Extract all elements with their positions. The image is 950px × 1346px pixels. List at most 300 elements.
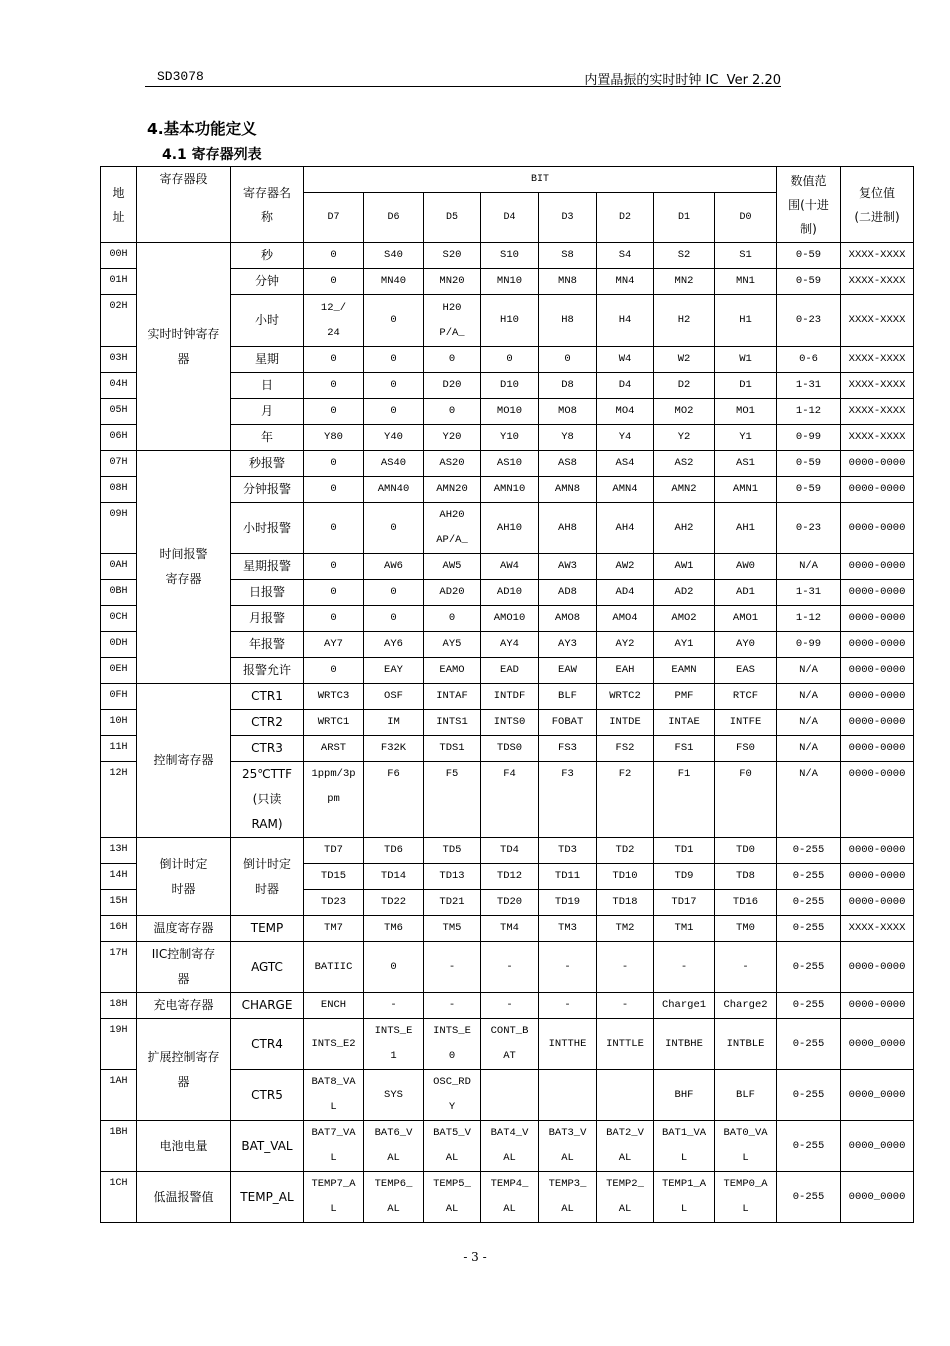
range-cell: 0-255 — [777, 942, 841, 993]
bit-cell: MO10 — [481, 399, 539, 425]
table-row — [101, 993, 914, 1019]
bit-cell: MN8 — [539, 269, 597, 295]
bit-cell: IM — [364, 710, 424, 736]
bit-cell: INTDF — [481, 684, 539, 710]
reset-value-cell: XXXX-XXXX — [841, 373, 914, 399]
reset-value-cell: XXXX-XXXX — [841, 347, 914, 373]
range-cell: 0-255 — [777, 1121, 841, 1172]
bit-cell: AS10 — [481, 451, 539, 477]
bit-cell: BAT3_V AL — [539, 1121, 597, 1172]
range-cell: N/A — [777, 736, 841, 762]
bit-cell: W4 — [597, 347, 654, 373]
bit-cell: Y20 — [424, 425, 481, 451]
bit-cell: INTBLE — [715, 1019, 777, 1070]
bit-cell: S10 — [481, 243, 539, 269]
col-header-group: 寄存器段 — [137, 167, 231, 243]
bit-cell: AY7 — [304, 632, 364, 658]
group-cell: 低温报警值 — [137, 1172, 231, 1223]
bit-cell: 0 — [304, 373, 364, 399]
bit-cell: - — [597, 993, 654, 1019]
header-doc-title: 内置晶振的实时时钟 IC Ver 2.20 — [584, 73, 781, 88]
reset-value-cell: XXXX-XXXX — [841, 243, 914, 269]
range-cell: 1-31 — [777, 373, 841, 399]
bit-cell: WRTC3 — [304, 684, 364, 710]
bit-cell: EAMN — [654, 658, 715, 684]
col-header-d2: D2 — [597, 193, 654, 243]
range-cell: 0-255 — [777, 916, 841, 942]
bit-cell: TD10 — [597, 864, 654, 890]
bit-cell: TM3 — [539, 916, 597, 942]
bit-cell: D20 — [424, 373, 481, 399]
bit-cell: INTDE — [597, 710, 654, 736]
range-cell: 0-255 — [777, 1019, 841, 1070]
register-name-cell: 倒计时定 时器 — [231, 838, 304, 916]
address-cell: 07H — [101, 451, 137, 477]
address-cell: 19H — [101, 1019, 137, 1070]
bit-cell: FOBAT — [539, 710, 597, 736]
bit-cell: MN10 — [481, 269, 539, 295]
bit-cell: - — [715, 942, 777, 993]
bit-cell: TEMP4_ AL — [481, 1172, 539, 1223]
bit-cell: INTBHE — [654, 1019, 715, 1070]
bit-cell: TD6 — [364, 838, 424, 864]
bit-cell: AMN20 — [424, 477, 481, 503]
register-name-cell: CTR4 — [231, 1019, 304, 1070]
bit-cell: INTS_E 1 — [364, 1019, 424, 1070]
bit-cell: AMO2 — [654, 606, 715, 632]
bit-cell: H4 — [597, 295, 654, 347]
bit-cell: BAT2_V AL — [597, 1121, 654, 1172]
bit-cell: WRTC1 — [304, 710, 364, 736]
bit-cell: EAMO — [424, 658, 481, 684]
bit-cell: AW5 — [424, 554, 481, 580]
bit-cell: MN2 — [654, 269, 715, 295]
reset-value-cell: 0000-0000 — [841, 554, 914, 580]
bit-cell: BATIIC — [304, 942, 364, 993]
reset-value-cell: 0000_0000 — [841, 1172, 914, 1223]
register-name-cell: CTR5 — [231, 1070, 304, 1121]
bit-cell: ENCH — [304, 993, 364, 1019]
range-cell: N/A — [777, 554, 841, 580]
bit-cell: 0 — [304, 399, 364, 425]
group-cell: 温度寄存器 — [137, 916, 231, 942]
bit-cell: AMO1 — [715, 606, 777, 632]
bit-cell: AMN1 — [715, 477, 777, 503]
bit-cell: MN40 — [364, 269, 424, 295]
reset-value-cell: 0000-0000 — [841, 606, 914, 632]
bit-cell: S40 — [364, 243, 424, 269]
bit-cell: AMN10 — [481, 477, 539, 503]
bit-cell: AMN4 — [597, 477, 654, 503]
bit-cell: TD5 — [424, 838, 481, 864]
bit-cell: FS0 — [715, 736, 777, 762]
bit-cell: AW3 — [539, 554, 597, 580]
bit-cell: AS4 — [597, 451, 654, 477]
register-name-cell: 月报警 — [231, 606, 304, 632]
bit-cell: 0 — [364, 373, 424, 399]
register-name-cell: 星期报警 — [231, 554, 304, 580]
address-cell: 06H — [101, 425, 137, 451]
table-row — [101, 684, 914, 710]
group-cell: 扩展控制寄存 器 — [137, 1019, 231, 1121]
group-cell: 充电寄存器 — [137, 993, 231, 1019]
address-cell: 00H — [101, 243, 137, 269]
bit-cell: 0 — [304, 606, 364, 632]
table-row — [101, 243, 914, 269]
bit-cell: - — [424, 993, 481, 1019]
bit-cell: H20 P/A_ — [424, 295, 481, 347]
bit-cell: ARST — [304, 736, 364, 762]
col-header-address: 地 址 — [101, 167, 137, 243]
bit-cell: TD3 — [539, 838, 597, 864]
bit-cell: INTS_E 0 — [424, 1019, 481, 1070]
address-cell: 15H — [101, 890, 137, 916]
reset-value-cell: XXXX-XXXX — [841, 399, 914, 425]
bit-cell: Charge2 — [715, 993, 777, 1019]
group-cell: 实时时钟寄存 器 — [137, 243, 231, 451]
range-cell: 0-99 — [777, 632, 841, 658]
bit-cell: AW6 — [364, 554, 424, 580]
range-cell: N/A — [777, 658, 841, 684]
bit-cell: TD2 — [597, 838, 654, 864]
bit-cell: TD12 — [481, 864, 539, 890]
bit-cell: 0 — [424, 606, 481, 632]
bit-cell: AMO8 — [539, 606, 597, 632]
col-header-name: 寄存器名 称 — [231, 167, 304, 243]
header-doc-code: SD3078 — [157, 69, 204, 84]
bit-cell: BAT7_VA L — [304, 1121, 364, 1172]
range-cell: 0-6 — [777, 347, 841, 373]
register-name-cell: 报警允许 — [231, 658, 304, 684]
bit-cell — [597, 1070, 654, 1121]
group-cell: IIC控制寄存 器 — [137, 942, 231, 993]
bit-cell: 0 — [364, 942, 424, 993]
bit-cell: 0 — [481, 347, 539, 373]
bit-cell: AD4 — [597, 580, 654, 606]
bit-cell: TD20 — [481, 890, 539, 916]
bit-cell: 0 — [364, 295, 424, 347]
bit-cell: TD18 — [597, 890, 654, 916]
table-row — [101, 942, 914, 993]
bit-cell: 0 — [424, 399, 481, 425]
bit-cell: TEMP2_ AL — [597, 1172, 654, 1223]
bit-cell: RTCF — [715, 684, 777, 710]
reset-value-cell: XXXX-XXXX — [841, 425, 914, 451]
bit-cell: BAT6_V AL — [364, 1121, 424, 1172]
bit-cell: AW4 — [481, 554, 539, 580]
bit-cell: MO1 — [715, 399, 777, 425]
bit-cell: EAY — [364, 658, 424, 684]
address-cell: 0EH — [101, 658, 137, 684]
range-cell: 0-255 — [777, 864, 841, 890]
bit-cell: TD7 — [304, 838, 364, 864]
bit-cell: TM5 — [424, 916, 481, 942]
reset-value-cell: 0000-0000 — [841, 684, 914, 710]
register-name-cell: 年报警 — [231, 632, 304, 658]
bit-cell: AMN40 — [364, 477, 424, 503]
bit-cell: MO4 — [597, 399, 654, 425]
address-cell: 03H — [101, 347, 137, 373]
bit-cell: - — [481, 942, 539, 993]
bit-cell: AY3 — [539, 632, 597, 658]
range-cell: 0-23 — [777, 503, 841, 554]
group-cell: 控制寄存器 — [137, 684, 231, 838]
register-name-cell: 小时报警 — [231, 503, 304, 554]
bit-cell: TD19 — [539, 890, 597, 916]
bit-cell: Charge1 — [654, 993, 715, 1019]
bit-cell: TD21 — [424, 890, 481, 916]
range-cell: 0-59 — [777, 269, 841, 295]
bit-cell: AD10 — [481, 580, 539, 606]
bit-cell: TD17 — [654, 890, 715, 916]
col-header-d5: D5 — [424, 193, 481, 243]
register-name-cell: 秒 — [231, 243, 304, 269]
table-row — [101, 838, 914, 864]
reset-value-cell: 0000-0000 — [841, 942, 914, 993]
col-header-d4: D4 — [481, 193, 539, 243]
bit-cell: - — [539, 942, 597, 993]
bit-cell: OSC_RD Y — [424, 1070, 481, 1121]
bit-cell: FS2 — [597, 736, 654, 762]
address-cell: 0BH — [101, 580, 137, 606]
bit-cell: AY2 — [597, 632, 654, 658]
bit-cell: 0 — [304, 658, 364, 684]
bit-cell: TD4 — [481, 838, 539, 864]
bit-cell: AS40 — [364, 451, 424, 477]
reset-value-cell: 0000-0000 — [841, 710, 914, 736]
bit-cell: 0 — [304, 269, 364, 295]
bit-cell: - — [654, 942, 715, 993]
bit-cell: 0 — [304, 347, 364, 373]
register-name-cell: 分钟报警 — [231, 477, 304, 503]
bit-cell: TEMP5_ AL — [424, 1172, 481, 1223]
bit-cell: - — [424, 942, 481, 993]
bit-cell: Y2 — [654, 425, 715, 451]
bit-cell: BAT0_VA L — [715, 1121, 777, 1172]
bit-cell: TD8 — [715, 864, 777, 890]
bit-cell: TEMP1_A L — [654, 1172, 715, 1223]
range-cell: 0-99 — [777, 425, 841, 451]
col-header-d6: D6 — [364, 193, 424, 243]
range-cell: 0-255 — [777, 993, 841, 1019]
bit-cell: - — [481, 993, 539, 1019]
bit-cell: 0 — [304, 580, 364, 606]
bit-cell: PMF — [654, 684, 715, 710]
bit-cell: Y80 — [304, 425, 364, 451]
reset-value-cell: 0000-0000 — [841, 580, 914, 606]
bit-cell: TEMP7_A L — [304, 1172, 364, 1223]
reset-value-cell: 0000-0000 — [841, 890, 914, 916]
address-cell: 12H — [101, 762, 137, 838]
register-name-cell: TEMP_AL — [231, 1172, 304, 1223]
bit-cell: AMO4 — [597, 606, 654, 632]
bit-cell: INTAE — [654, 710, 715, 736]
bit-cell: TEMP0_A L — [715, 1172, 777, 1223]
reset-value-cell: XXXX-XXXX — [841, 295, 914, 347]
range-cell: 0-59 — [777, 451, 841, 477]
table-row — [101, 1121, 914, 1172]
address-cell: 01H — [101, 269, 137, 295]
bit-cell: 0 — [364, 503, 424, 554]
bit-cell: S2 — [654, 243, 715, 269]
bit-cell: AD2 — [654, 580, 715, 606]
bit-cell: EAW — [539, 658, 597, 684]
register-name-cell: 年 — [231, 425, 304, 451]
range-cell: 0-23 — [777, 295, 841, 347]
address-cell: 1BH — [101, 1121, 137, 1172]
bit-cell: AY4 — [481, 632, 539, 658]
bit-cell: MO8 — [539, 399, 597, 425]
bit-cell: TD1 — [654, 838, 715, 864]
bit-cell: AY0 — [715, 632, 777, 658]
bit-cell: INTAF — [424, 684, 481, 710]
bit-cell: AH8 — [539, 503, 597, 554]
bit-cell: BAT1_VA L — [654, 1121, 715, 1172]
bit-cell: - — [597, 942, 654, 993]
bit-cell: MN20 — [424, 269, 481, 295]
bit-cell: F5 — [424, 762, 481, 838]
address-cell: 13H — [101, 838, 137, 864]
bit-cell: 0 — [304, 451, 364, 477]
bit-cell: AH1 — [715, 503, 777, 554]
group-cell: 时间报警 寄存器 — [137, 451, 231, 684]
table-row — [101, 1172, 914, 1223]
bit-cell: H2 — [654, 295, 715, 347]
reset-value-cell: 0000-0000 — [841, 503, 914, 554]
bit-cell: BHF — [654, 1070, 715, 1121]
col-header-bit: BIT — [304, 167, 777, 193]
section-title: 4.基本功能定义 — [147, 120, 257, 138]
bit-cell: AS2 — [654, 451, 715, 477]
bit-cell: Y4 — [597, 425, 654, 451]
bit-cell: AS20 — [424, 451, 481, 477]
address-cell: 0FH — [101, 684, 137, 710]
range-cell: 0-59 — [777, 477, 841, 503]
bit-cell: OSF — [364, 684, 424, 710]
bit-cell: TDS0 — [481, 736, 539, 762]
bit-cell: - — [539, 993, 597, 1019]
bit-cell: AS1 — [715, 451, 777, 477]
group-cell: 倒计时定 时器 — [137, 838, 231, 916]
bit-cell: EAS — [715, 658, 777, 684]
bit-cell: TM0 — [715, 916, 777, 942]
range-cell: 0-255 — [777, 890, 841, 916]
bit-cell: S4 — [597, 243, 654, 269]
bit-cell: BAT5_V AL — [424, 1121, 481, 1172]
bit-cell: F1 — [654, 762, 715, 838]
col-header-range: 数值范 围(十进 制) — [777, 167, 841, 243]
bit-cell: BLF — [715, 1070, 777, 1121]
bit-cell: AMN2 — [654, 477, 715, 503]
bit-cell: AW2 — [597, 554, 654, 580]
reset-value-cell: 0000-0000 — [841, 762, 914, 838]
range-cell: 0-255 — [777, 1172, 841, 1223]
bit-cell: D8 — [539, 373, 597, 399]
register-name-cell: CTR1 — [231, 684, 304, 710]
reset-value-cell: 0000_0000 — [841, 1019, 914, 1070]
bit-cell: TEMP3_ AL — [539, 1172, 597, 1223]
bit-cell: TM7 — [304, 916, 364, 942]
register-name-cell: 25℃TTF (只读 RAM) — [231, 762, 304, 838]
bit-cell: D2 — [654, 373, 715, 399]
address-cell: 18H — [101, 993, 137, 1019]
register-name-cell: 分钟 — [231, 269, 304, 295]
bit-cell: FS1 — [654, 736, 715, 762]
bit-cell: INTS1 — [424, 710, 481, 736]
range-cell: N/A — [777, 762, 841, 838]
bit-cell: AW0 — [715, 554, 777, 580]
range-cell: 1-12 — [777, 399, 841, 425]
subsection-title: 4.1 寄存器列表 — [162, 147, 262, 163]
address-cell: 17H — [101, 942, 137, 993]
bit-cell: 0 — [304, 554, 364, 580]
bit-cell: AMO10 — [481, 606, 539, 632]
bit-cell: 0 — [539, 347, 597, 373]
bit-cell: TD23 — [304, 890, 364, 916]
bit-cell: S1 — [715, 243, 777, 269]
bit-cell: WRTC2 — [597, 684, 654, 710]
reset-value-cell: 0000-0000 — [841, 451, 914, 477]
bit-cell: AH20 AP/A_ — [424, 503, 481, 554]
bit-cell: D4 — [597, 373, 654, 399]
address-cell: 0DH — [101, 632, 137, 658]
bit-cell: TD14 — [364, 864, 424, 890]
col-header-d7: D7 — [304, 193, 364, 243]
bit-cell: INTS_E2 — [304, 1019, 364, 1070]
bit-cell: AMN8 — [539, 477, 597, 503]
bit-cell: H1 — [715, 295, 777, 347]
bit-cell: AW1 — [654, 554, 715, 580]
range-cell: 1-12 — [777, 606, 841, 632]
bit-cell: TD16 — [715, 890, 777, 916]
bit-cell: AH2 — [654, 503, 715, 554]
reset-value-cell: 0000-0000 — [841, 632, 914, 658]
bit-cell: Y10 — [481, 425, 539, 451]
register-name-cell: CHARGE — [231, 993, 304, 1019]
bit-cell: CONT_B AT — [481, 1019, 539, 1070]
bit-cell: W2 — [654, 347, 715, 373]
bit-cell: TD15 — [304, 864, 364, 890]
bit-cell: 0 — [364, 347, 424, 373]
address-cell: 09H — [101, 503, 137, 554]
register-name-cell: 月 — [231, 399, 304, 425]
reset-value-cell: 0000_0000 — [841, 1121, 914, 1172]
reset-value-cell: 0000-0000 — [841, 993, 914, 1019]
register-name-cell: CTR2 — [231, 710, 304, 736]
bit-cell: 12_/ 24 — [304, 295, 364, 347]
reset-value-cell: 0000-0000 — [841, 864, 914, 890]
range-cell: 0-255 — [777, 1070, 841, 1121]
bit-cell: H10 — [481, 295, 539, 347]
bit-cell: TD9 — [654, 864, 715, 890]
register-name-cell: BAT_VAL — [231, 1121, 304, 1172]
bit-cell: 0 — [364, 399, 424, 425]
bit-cell: W1 — [715, 347, 777, 373]
bit-cell: AY6 — [364, 632, 424, 658]
bit-cell: BAT8_VA L — [304, 1070, 364, 1121]
bit-cell: TM2 — [597, 916, 654, 942]
bit-cell: 0 — [364, 606, 424, 632]
range-cell: 1-31 — [777, 580, 841, 606]
bit-cell: MN1 — [715, 269, 777, 295]
bit-cell: AD20 — [424, 580, 481, 606]
bit-cell: F6 — [364, 762, 424, 838]
bit-cell: BLF — [539, 684, 597, 710]
bit-cell: F2 — [597, 762, 654, 838]
bit-cell: INTFE — [715, 710, 777, 736]
bit-cell: MN4 — [597, 269, 654, 295]
address-cell: 1AH — [101, 1070, 137, 1121]
